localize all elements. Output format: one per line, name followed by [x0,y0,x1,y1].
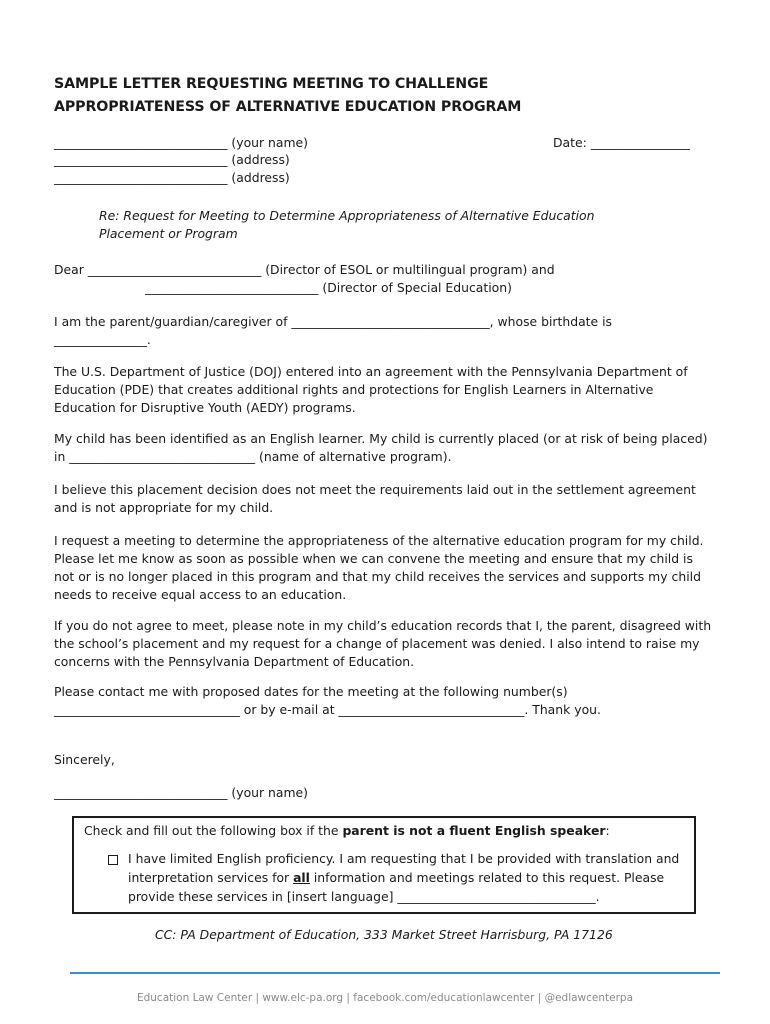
box-item-line-3: provide these services in [insert language] ________________________________. [128,889,600,904]
closing: Sincerely, [54,752,115,767]
date-line: Date: ________________ [553,135,690,150]
doj-paragraph: The U.S. Department of Justice (DOJ) entered into an agreement with the Pennsylvania Department of Education (PDE) that creates additional rights and protections for English Learners in Alternative Education for Disruptive Youth (AEDY) programs. [54,364,688,415]
placement-paragraph: I believe this placement decision does not meet the requirements laid out in the settlement agreement and is not appropriate for my child. [54,482,696,515]
contact-line-2: ______________________________ or by e-mail at ______________________________. Thank you. [54,702,601,717]
footer-rule [70,972,720,974]
box-item-line-2-suffix: information and meetings related to this request. Please [309,870,665,885]
cc-line: CC: PA Department of Education, 333 Market Street Harrisburg, PA 17126 [155,927,613,942]
signature-line: ____________________________ (your name) [54,785,309,800]
intro-line-2: _______________. [54,332,151,347]
letter-title-line-1: SAMPLE LETTER REQUESTING MEETING TO CHALLENGE [54,76,489,92]
sender-address-line-2: ____________________________ (address) [54,170,290,185]
sender-name-line: ____________________________ (your name) [54,135,309,150]
request-paragraph: I request a meeting to determine the appropriateness of the alternative education program for my child. Please let me know as soon as possible when we can convene the meeting and ensure that my child is not or is no longer placed in this program and that my child receives the services and supports my child needs to receive equal access to an education. [54,533,704,602]
box-item-all-emphasis: all [293,870,310,885]
box-item-line-1: I have limited English proficiency. I am requesting that I be provided with translation and [128,851,680,866]
re-line-2: Placement or Program [99,226,238,241]
salutation-line-1: Dear ____________________________ (Director of ESOL or multilingual program) and [54,262,555,277]
letter-title-line-2: APPROPRIATENESS OF ALTERNATIVE EDUCATION PROGRAM [54,99,522,115]
box-item-line-2 [128,869,664,887]
translation-request-box [72,816,696,914]
box-intro-prefix: Check and fill out the following box if the [84,823,343,838]
disagree-paragraph: If you do not agree to meet, please note in my child’s education records that I, the parent, disagreed with the school’s placement and my request for a change of placement was denied. I also intend to raise my concerns with the Pennsylvania Department of Education. [54,618,712,669]
sender-address-line-1: ____________________________ (address) [54,152,290,167]
re-line-1: Re: Request for Meeting to Determine Appropriateness of Alternative Education [99,208,595,223]
box-item-line-2-prefix: interpretation services for [128,870,294,885]
box-intro [84,822,610,840]
box-intro-emphasis: parent is not a fluent English speaker [342,823,606,838]
lep-checkbox[interactable] [108,855,118,865]
identified-paragraph: My child has been identified as an English learner. My child is currently placed (or at risk of being placed) in ______________________________ (name of alternative program). [54,431,708,464]
contact-line-1: Please contact me with proposed dates for the meeting at the following number(s) [54,684,568,699]
box-intro-suffix: : [605,823,610,838]
salutation-line-2: ____________________________ (Director of Special Education) [145,280,512,295]
intro-line-1: I am the parent/guardian/caregiver of ________________________________, whose birthdate is [54,314,613,329]
footer-text: Education Law Center | www.elc-pa.org | facebook.com/educationlawcenter | @edlawcenterpa [136,992,634,1004]
